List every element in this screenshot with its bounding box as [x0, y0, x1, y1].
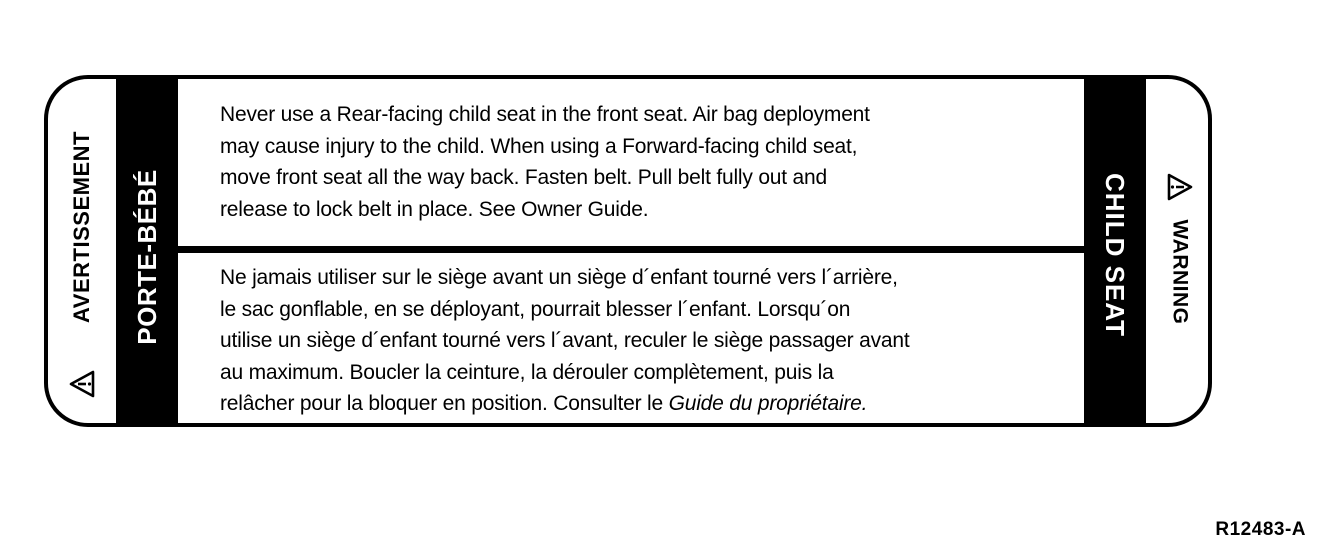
child-seat-heading: CHILD SEAT: [1100, 172, 1130, 338]
english-instructions: Never use a Rear-facing child seat in the front seat. Air bag deployment may cause injury to the child. When using a Forward-facing child seat, move front seat all the way back. Fasten belt. Pull belt fully out and release to lock belt in place. See Owner Guide.: [220, 103, 870, 221]
section-divider: [178, 246, 1084, 253]
french-instructions: [220, 262, 909, 420]
porte-bebe-heading: PORTE-BÉBÉ: [132, 169, 162, 345]
warning-heading: WARNING: [1168, 219, 1192, 325]
warning-triangle-icon: [69, 370, 95, 398]
french-instructions-body: Ne jamais utiliser sur le siège avant un siège d´enfant tourné vers l´arrière, le sac gonflable, en se déployant, pourrait blesser l´enfant. Lorsqu´on utilise un siège d´enfant tourné vers l´avant, reculer le siège passager avant au maximum. Boucler la ceinture, la dérouler complètement, puis la relâcher pour la bloquer en position. Consulter le: [220, 266, 910, 415]
avertissement-heading: AVERTISSEMENT: [69, 131, 94, 323]
instruction-panel: [178, 79, 1084, 423]
figure-reference-code: R12483-A: [1215, 519, 1306, 540]
owner-guide-title: Guide du propriétaire.: [668, 392, 868, 415]
child-seat-warning-label: [44, 75, 1212, 427]
warning-triangle-icon: [1167, 173, 1193, 201]
